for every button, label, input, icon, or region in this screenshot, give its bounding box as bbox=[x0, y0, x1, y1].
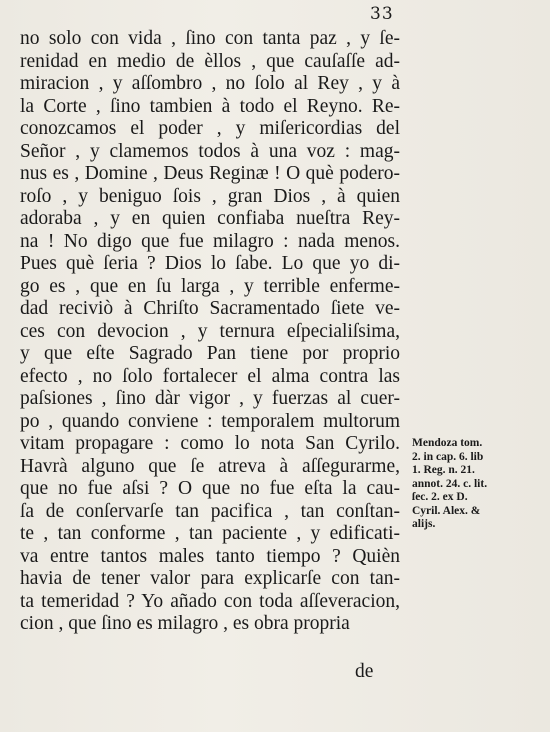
margin-note-line: Mendoza tom. bbox=[412, 437, 483, 449]
text-line: miracion , y aſſombro , no ſolo al Rey , y à bbox=[20, 73, 400, 94]
text-line: Pues què ſeria ? Dios lo ſabe. Lo que yo di- bbox=[20, 253, 400, 274]
text-line: ces con devocion , y ternura eſpecialiſsima, bbox=[20, 320, 400, 342]
text-line: havia de tener valor para explicarſe con tan- bbox=[20, 568, 400, 589]
text-line: efecto , no ſolo fortalecer el alma contra las bbox=[20, 365, 400, 387]
text-line: dad reciviò à Chriſto Sacramentado ſiete ve- bbox=[20, 298, 400, 319]
text-line: adoraba , y en quien confiaba nueſtra Rey- bbox=[20, 208, 400, 229]
text-line: y que eſte Sagrado Pan tiene por proprio bbox=[20, 343, 400, 364]
text-line: vitam propagare : como lo nota San Cyrilo. bbox=[20, 433, 400, 454]
text-line: roſo , y beniguo ſois , gran Dios , à quien bbox=[20, 185, 400, 207]
catchword: de bbox=[355, 661, 374, 682]
text-line: po , quando conviene : temporalem multorum bbox=[20, 410, 400, 432]
text-line: go es , que en ſu larga , y terrible enferme- bbox=[20, 275, 400, 297]
bleed-through-mark bbox=[486, 18, 550, 78]
text-line: conozcamos el poder , y miſericordias del bbox=[20, 118, 400, 139]
text-line: cion , que ſino es milagro , es obra propria bbox=[20, 613, 350, 634]
text-line: nus es , Domine , Deus Reginæ ! O què podero- bbox=[20, 163, 400, 184]
margin-note-line: 1. Reg. n. 21. bbox=[412, 464, 475, 476]
text-line: la Corte , ſino tambien à todo el Reyno. Re- bbox=[20, 95, 400, 117]
text-line: Havrà alguno que ſe atreva à aſſegurarme, bbox=[20, 455, 400, 477]
text-line: na ! No digo que fue milagro : nada menos. bbox=[20, 230, 400, 252]
text-line: te , tan conforme , tan paciente , y edificati- bbox=[20, 523, 400, 544]
page-number: 33 bbox=[370, 4, 394, 24]
body-text bbox=[20, 28, 400, 636]
text-line: ta temeridad ? Yo añado con toda aſſeveracion, bbox=[20, 590, 400, 612]
text-line: ſa de conſervarſe tan pacifica , tan conſtan- bbox=[20, 500, 400, 522]
margin-note-line: annot. 24. c. lit. bbox=[412, 477, 488, 490]
margin-note-line: ſec. 2. ex D. bbox=[412, 491, 468, 503]
text-line: no solo con vida , ſino con tanta paz , y ſe- bbox=[20, 28, 400, 49]
margin-citation bbox=[412, 437, 546, 532]
text-line: Señor , y clamemos todos à una voz : mag- bbox=[20, 140, 400, 162]
margin-note-line: Cyril. Alex. & bbox=[412, 504, 481, 517]
text-line: paſsiones , ſino dàr vigor , y fuerzas al cuer- bbox=[20, 388, 400, 409]
text-line: renidad en medio de èllos , que cauſaſſe ad- bbox=[20, 50, 400, 72]
margin-note-line: 2. in cap. 6. lib bbox=[412, 450, 484, 463]
text-line: que no fue aſsi ? O que no fue eſta la cau- bbox=[20, 478, 400, 499]
margin-note-line: alijs. bbox=[412, 518, 436, 530]
text-line: va entre tantos males tanto tiempo ? Quièn bbox=[20, 545, 400, 567]
